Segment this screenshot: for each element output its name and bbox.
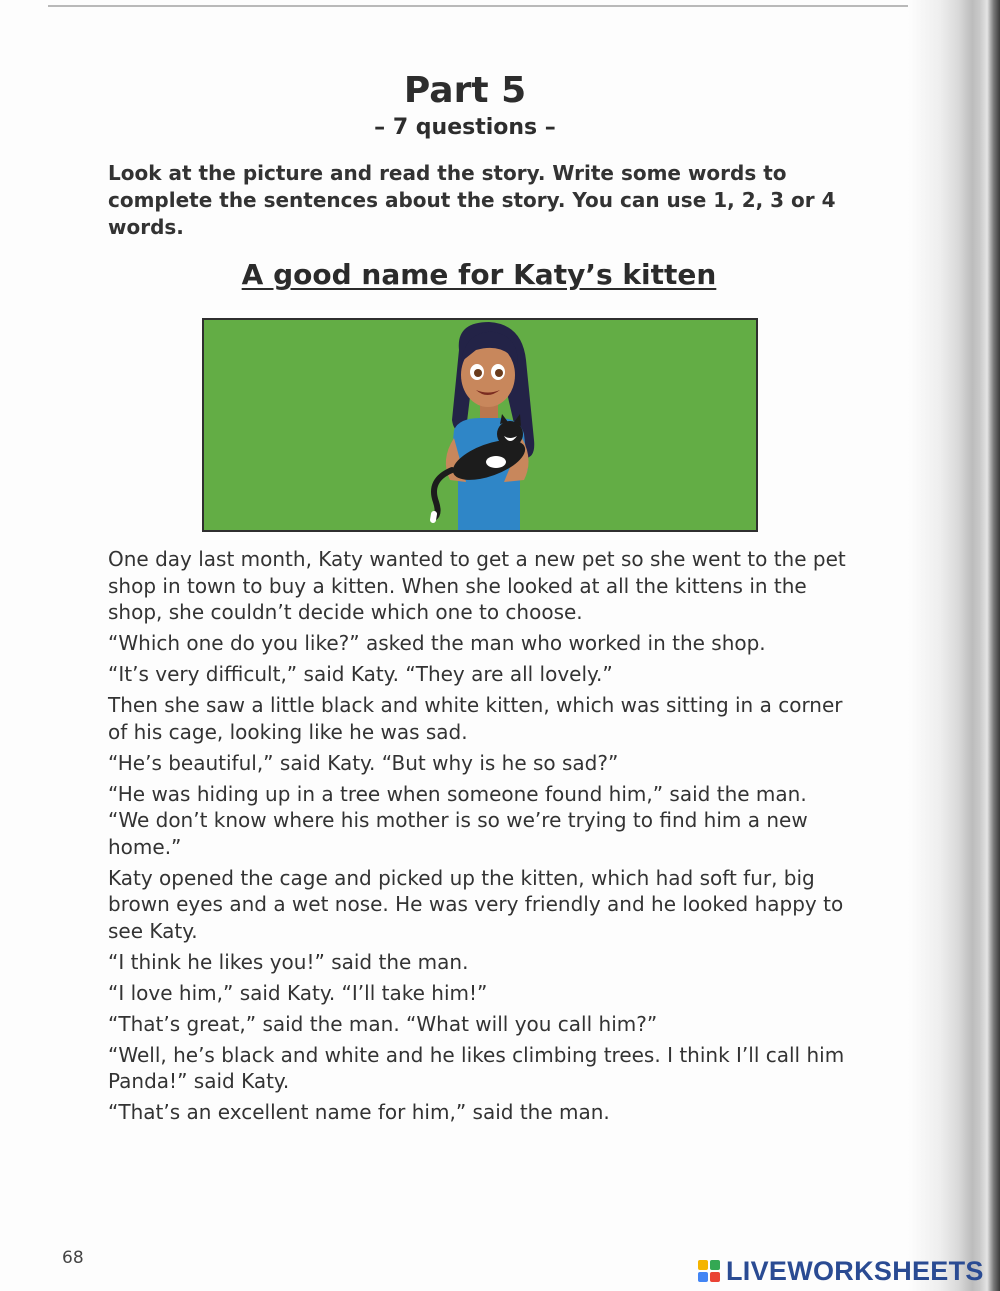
story-paragraph: “It’s very difficult,” said Katy. “They are all lovely.” <box>108 662 613 686</box>
story-text <box>108 546 853 1130</box>
book-spine-shadow <box>908 0 1000 1291</box>
story-paragraph: One day last month, Katy wanted to get a new pet so she went to the pet shop in town to buy a kitten. When she looked at all the kittens in the shop, she couldn’t decide which one to choose. <box>108 547 846 624</box>
story-illustration <box>202 318 758 532</box>
story-paragraph: “I think he likes you!” said the man. <box>108 949 469 974</box>
story-paragraph: “That’s an excellent name for him,” said the man. <box>108 1100 610 1124</box>
story-paragraph: “I love him,” said Katy. “I’ll take him!” <box>108 980 488 1005</box>
top-rule <box>48 5 908 7</box>
story-paragraph: Then she saw a little black and white kitten, which was sitting in a corner of his cage, looking like he was sad. <box>108 693 843 744</box>
story-paragraph: Katy opened the cage and picked up the kitten, which had soft fur, big brown eyes and a wet nose. He was very friendly and he looked happy to see Katy. <box>108 865 844 943</box>
logo-block <box>710 1260 720 1270</box>
story-paragraph: “He was hiding up in a tree when someone found him,” said the man. “We don’t know where his mother is so we’re trying to find him a new home.” <box>108 781 808 859</box>
question-count: – 7 questions – <box>374 115 556 140</box>
liveworksheets-logo[interactable] <box>698 1254 984 1288</box>
story-title: A good name for Katy’s kitten <box>241 258 717 291</box>
story-paragraph: “That’s great,” said the man. “What will you call him?” <box>108 1011 658 1036</box>
logo-block <box>698 1260 708 1270</box>
story-paragraph: “He’s beautiful,” said Katy. “But why is he so sad?” <box>108 750 619 775</box>
girl-holding-kitten-illustration <box>204 320 756 530</box>
story-paragraph: “Which one do you like?” asked the man who worked in the shop. <box>108 631 766 655</box>
logo-blocks-icon <box>698 1260 720 1282</box>
part-title: Part 5 <box>403 70 527 111</box>
logo-text: LIVEWORKSHEETS <box>726 1255 984 1286</box>
instructions: Look at the picture and read the story. Write some words to complete the sentences about the story. You can use 1, 2, 3 or 4 words. <box>108 161 836 239</box>
logo-block <box>698 1272 708 1282</box>
story-paragraph: “Well, he’s black and white and he likes climbing trees. I think I’ll call him Panda!” said Katy. <box>108 1042 845 1093</box>
page-number: 68 <box>62 1248 84 1268</box>
logo-block <box>710 1272 720 1282</box>
